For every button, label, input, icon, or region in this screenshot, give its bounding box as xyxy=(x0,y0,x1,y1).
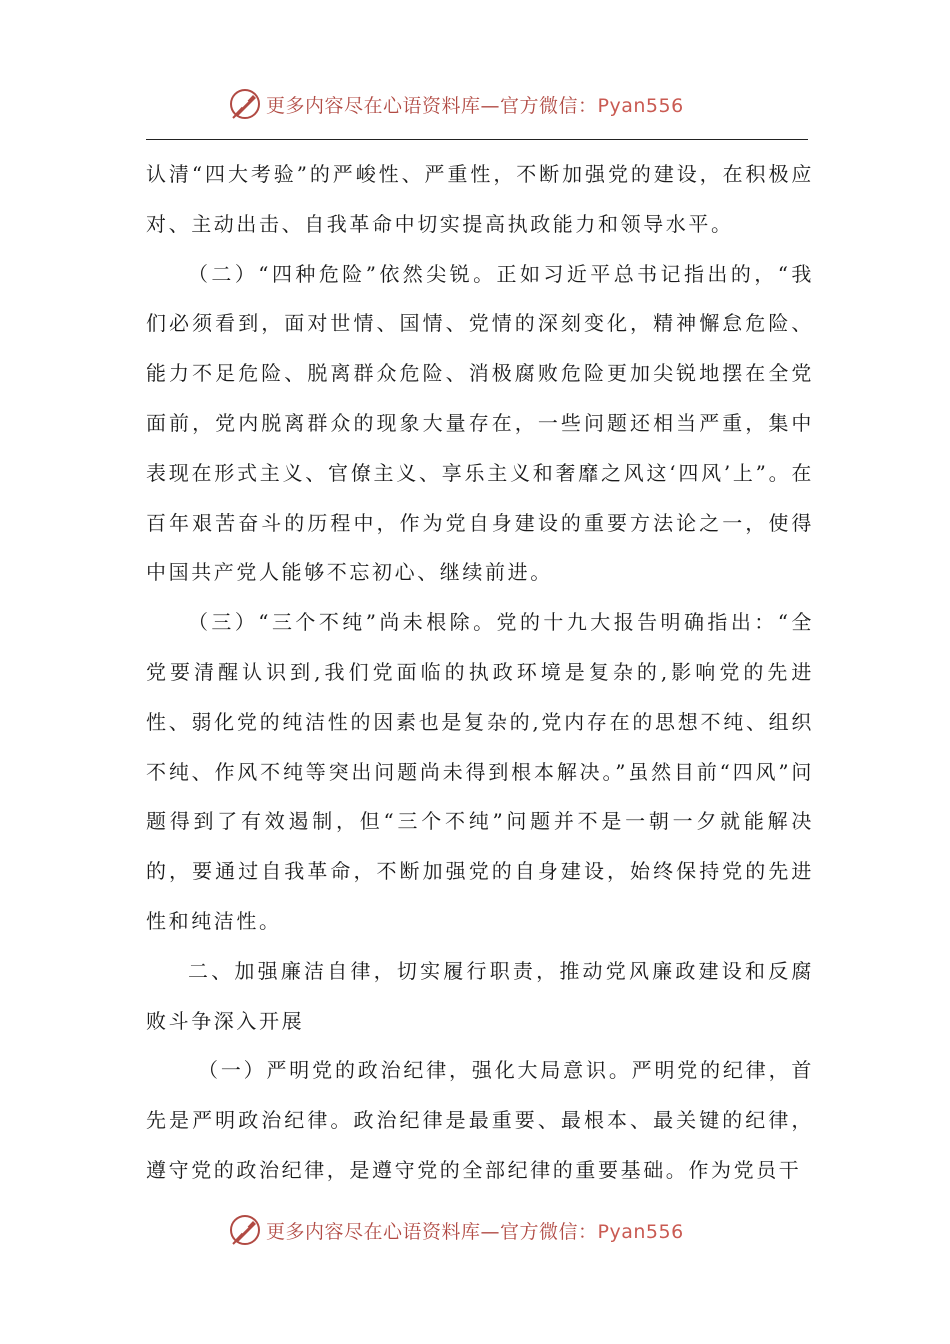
paragraph-continuation: 认清“四大考验”的严峻性、严重性，不断加强党的建设，在积极应对、主动出击、自我革命中切实提高执政能力和领导水平。 xyxy=(146,162,814,236)
footer-banner xyxy=(228,1210,684,1250)
quill-logo-icon xyxy=(228,87,262,121)
header-site-label: 更多内容尽在心语资料库—官方微信： xyxy=(266,94,598,117)
header-banner xyxy=(228,84,684,124)
footer-site-label: 更多内容尽在心语资料库—官方微信： xyxy=(266,1220,598,1243)
footer-banner-text xyxy=(266,1217,684,1244)
paragraph-four-dangers: （二）“四种危险”依然尖锐。正如习近平总书记指出的，“我们必须看到，面对世情、国情、党情的深刻变化，精神懈怠危险、能力不足危险、脱离群众危险、消极腐败危险更加尖锐地摆在全党面前，党内脱离群众的现象大量存在，一些问题还相当严重，集中表现在形式主义、官僚主义、享乐主义和奢靡之风这‘四风’上”。在百年艰苦奋斗的历程中，作为党自身建设的重要方法论之一，使得中国共产党人能够不忘初心、继续前进。 xyxy=(146,261,814,585)
document-body xyxy=(146,150,814,1196)
header-wechat-handle: Pyan556 xyxy=(597,94,684,117)
paragraph-political-discipline: （一）严明党的政治纪律，强化大局意识。严明党的纪律，首先是严明政治纪律。政治纪律是最重要、最根本、最关键的纪律，遵守党的政治纪律，是遵守党的全部纪律的重要基础。作为党员干 xyxy=(146,1058,814,1182)
section-heading-two: 二、加强廉洁自律，切实履行职责，推动党风廉政建设和反腐败斗争深入开展 xyxy=(146,958,814,1033)
header-divider xyxy=(146,139,808,140)
quill-logo-icon xyxy=(228,1213,262,1247)
paragraph-three-impurities: （三）“三个不纯”尚未根除。党的十九大报告明确指出：“全党要清醒认识到,我们党面临的执政环境是复杂的,影响党的先进性、弱化党的纯洁性的因素也是复杂的,党内存在的思想不纯、组织不纯、作风不纯等突出问题尚未得到根本解决。”虽然目前“四风”问题得到了有效遏制，但“三个不纯”问题并不是一朝一夕就能解决的，要通过自我革命，不断加强党的自身建设，始终保持党的先进性和纯洁性。 xyxy=(146,610,814,933)
header-banner-text xyxy=(266,91,684,118)
footer-wechat-handle: Pyan556 xyxy=(597,1220,684,1243)
